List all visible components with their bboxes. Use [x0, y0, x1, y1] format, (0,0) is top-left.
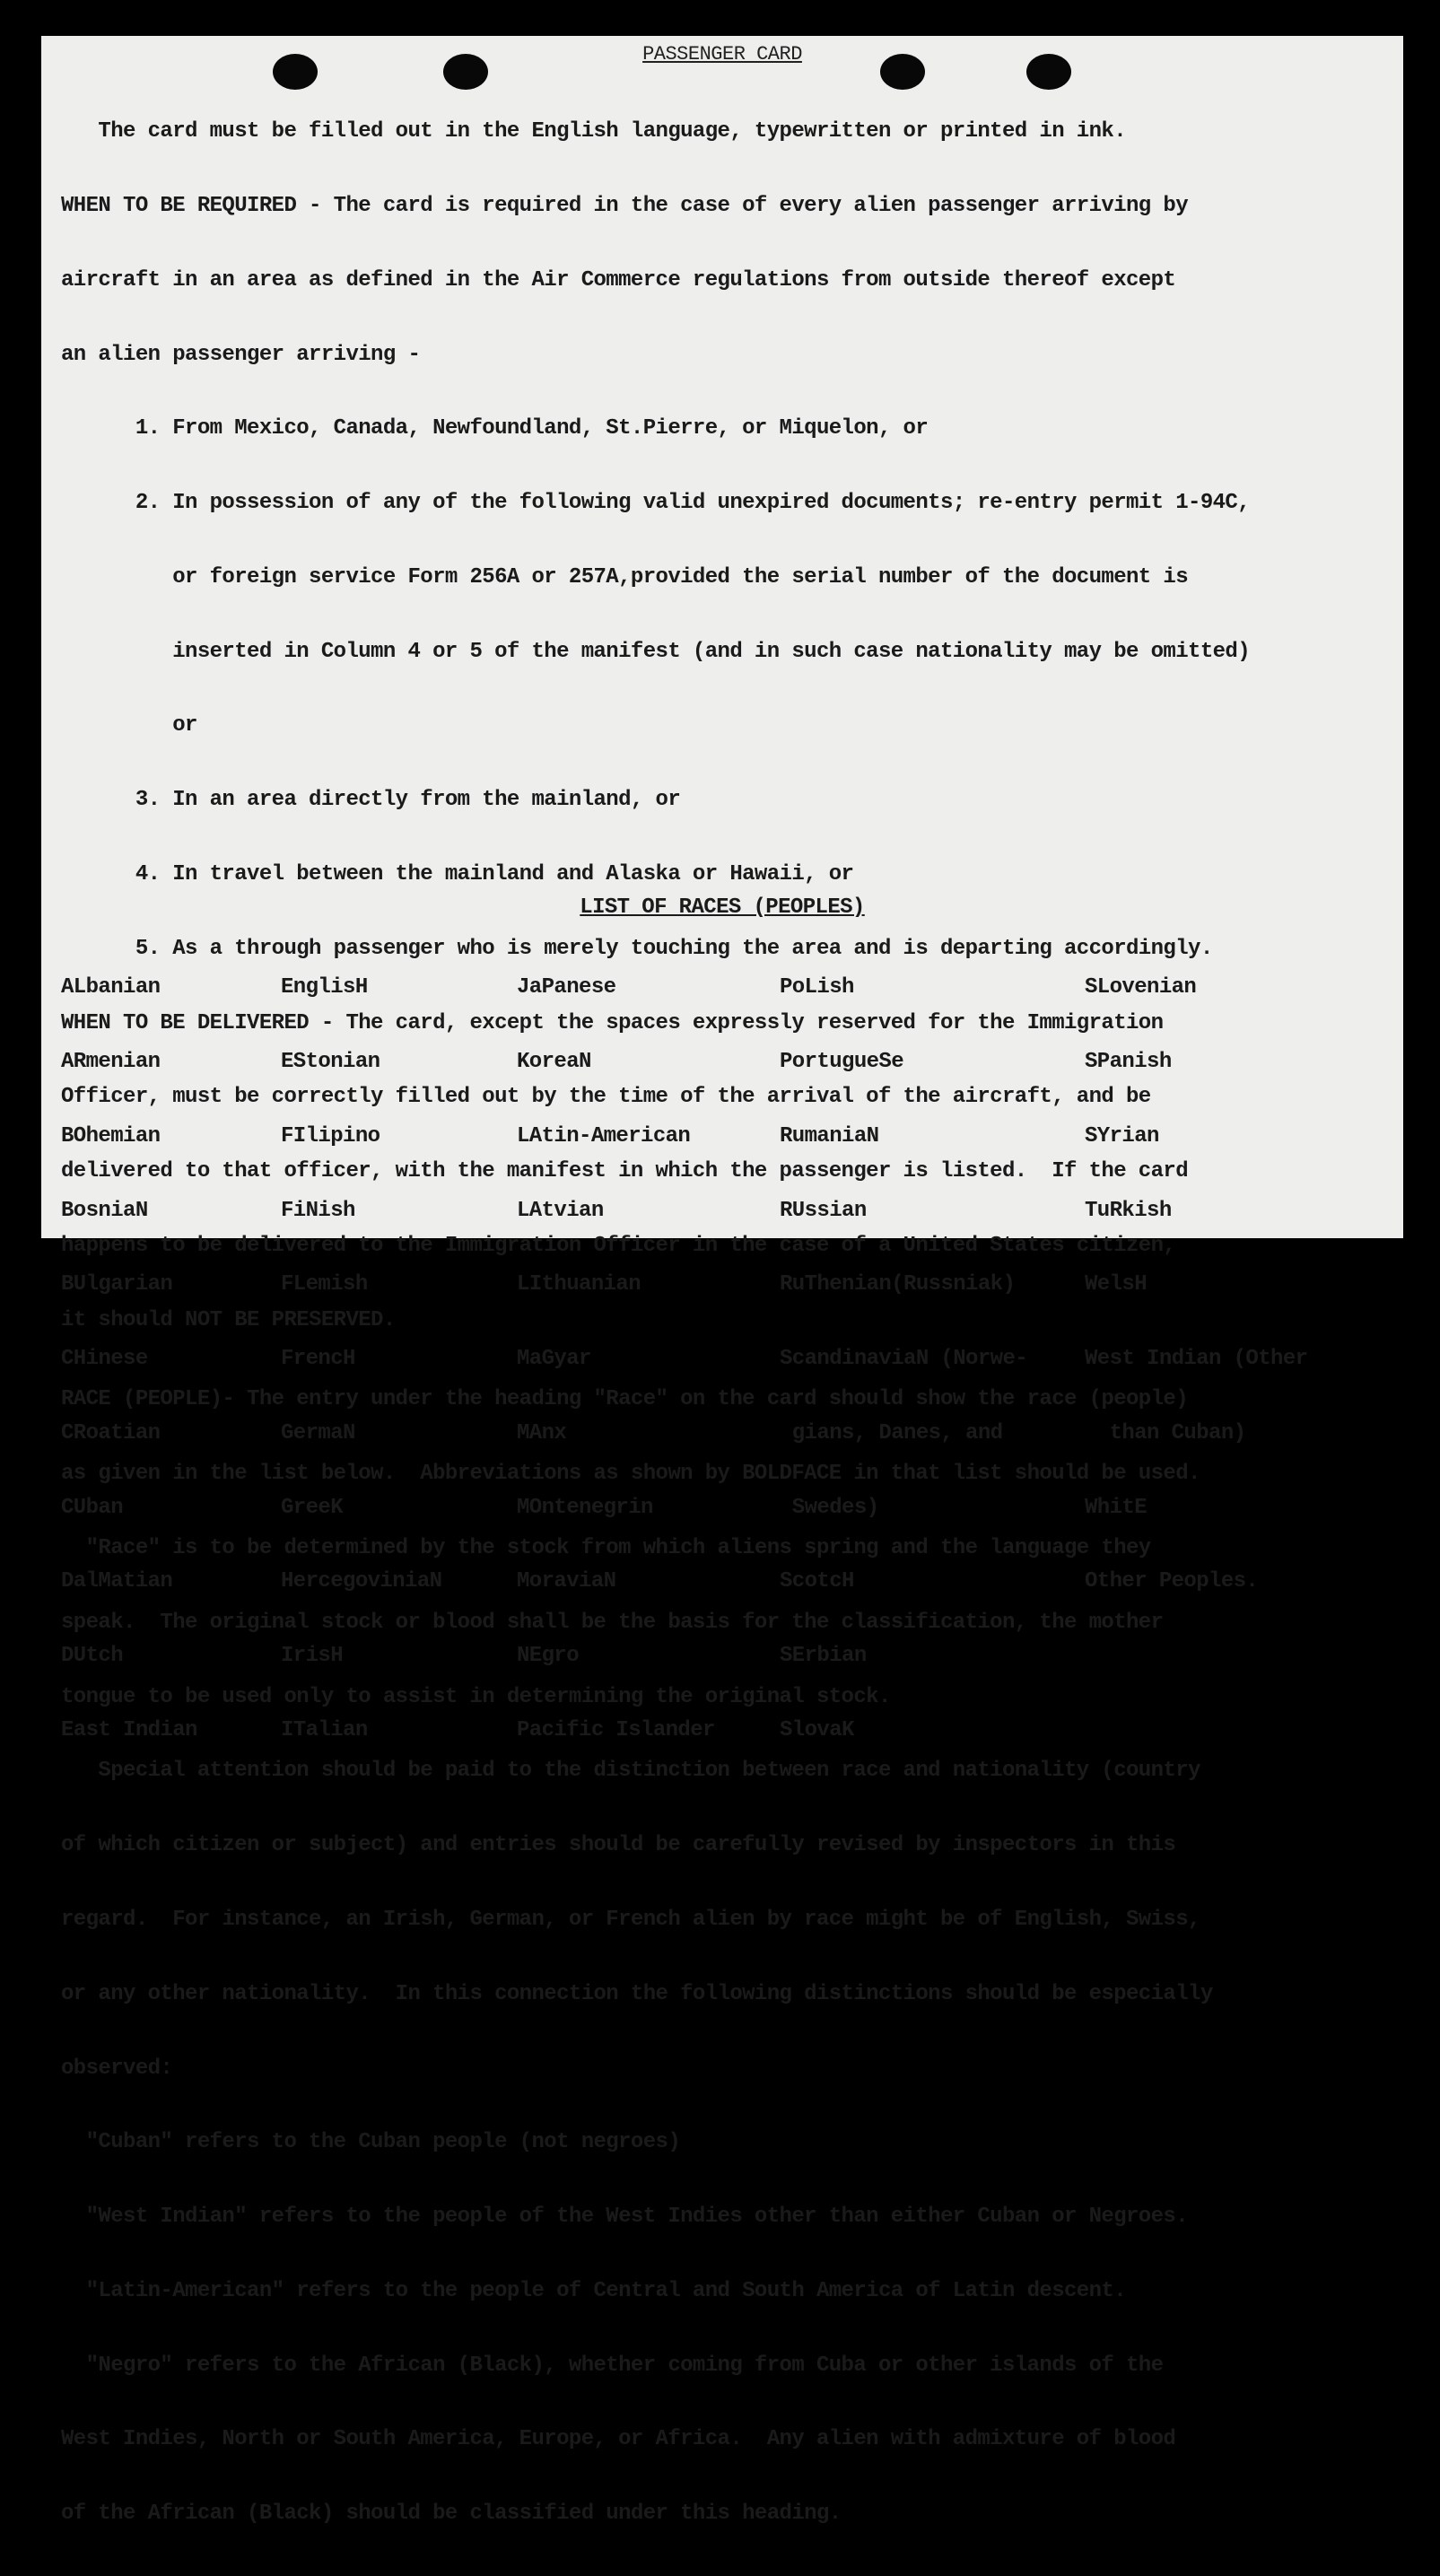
text-line: aircraft in an area as defined in the Air Commerce regulations from outside thereof except — [61, 267, 1176, 293]
text-line: "Race" is to be determined by the stock from which aliens spring and the language they — [61, 1536, 1151, 1561]
races-column-3 — [517, 926, 715, 1793]
race-item: GermaN — [281, 1420, 355, 1445]
text-line: 4. In travel between the mainland and Alaska or Hawaii, or — [61, 862, 854, 886]
race-item: RuThenian(Russniak) — [780, 1272, 1016, 1297]
race-item: GreeK — [281, 1495, 344, 1520]
race-item: ARmenian — [61, 1049, 161, 1074]
card-title: PASSENGER CARD — [642, 43, 802, 65]
race-item: West Indian (Other — [1085, 1347, 1308, 1372]
race-item: NEgro — [517, 1644, 580, 1669]
race-item: LIthuanian — [517, 1272, 641, 1297]
race-item: HercegoviniaN — [281, 1569, 442, 1594]
race-item: JaPanese — [517, 975, 616, 1000]
race-item: CHinese — [61, 1347, 148, 1372]
text-line: or any other nationality. In this connection the following distinctions should be especially — [61, 1981, 1213, 2006]
races-column-5 — [1085, 926, 1307, 1644]
text-line: "West Indian" refers to the people of the West Indies other than either Cuban or Negroes. — [61, 2205, 1189, 2230]
text-line: RACE (PEOPLE)- The entry under the heading "Race" on the card should show the race (people) — [61, 1387, 1189, 1412]
text-line: observed: — [61, 2056, 173, 2081]
race-item: EnglisH — [281, 975, 368, 1000]
race-item: DUtch — [61, 1644, 124, 1669]
race-item: FLemish — [281, 1272, 368, 1297]
race-item: SYrian — [1085, 1123, 1159, 1148]
race-item: CUban — [61, 1495, 124, 1520]
text-line: 1. From Mexico, Canada, Newfoundland, St.Pierre, or Miquelon, or — [61, 416, 929, 441]
race-item: Swedes) — [780, 1495, 879, 1520]
race-item: ScotcH — [780, 1569, 854, 1594]
race-item: PortugueSe — [780, 1049, 904, 1074]
text-line: inserted in Column 4 or 5 of the manifest (and in such case nationality may be omitted) — [61, 639, 1251, 664]
race-item: MAnx — [517, 1420, 567, 1445]
text-line: WHEN TO BE DELIVERED - The card, except the spaces expressly reserved for the Immigration — [61, 1010, 1164, 1035]
races-column-1 — [61, 926, 197, 1793]
race-item: FiNish — [281, 1198, 355, 1223]
race-item: EStonian — [281, 1049, 380, 1074]
race-item: BUlgarian — [61, 1272, 173, 1297]
text-line: as given in the list below. Abbreviations as shown by BOLDFACE in that list should be used. — [61, 1462, 1200, 1487]
race-item: RumaniaN — [780, 1123, 879, 1148]
text-line: The card must be filled out in the English language, typewritten or printed in ink. — [61, 119, 1127, 144]
text-line: regard. For instance, an Irish, German, or French alien by race might be of English, Swiss, — [61, 1907, 1200, 1932]
race-item: DalMatian — [61, 1569, 173, 1594]
text-line: WHEN TO BE REQUIRED - The card is required in the case of every alien passenger arriving by — [61, 193, 1189, 218]
text-line: it should NOT BE PRESERVED. — [61, 1307, 396, 1332]
race-item: KoreaN — [517, 1049, 591, 1074]
race-item: LAtin-American — [517, 1123, 691, 1148]
race-item: FrencH — [281, 1347, 355, 1372]
race-item: SErbian — [780, 1644, 867, 1669]
race-item: ScandinaviaN (Norwe- — [780, 1347, 1028, 1372]
text-line: 5. As a through passenger who is merely touching the area and is departing accordingly. — [61, 936, 1213, 961]
text-line: or — [61, 713, 197, 738]
race-item: RUssian — [780, 1198, 867, 1223]
race-item: SlovaK — [780, 1718, 854, 1742]
race-item: LAtvian — [517, 1198, 604, 1223]
race-item: MOntenegrin — [517, 1495, 653, 1520]
race-item: MaGyar — [517, 1347, 591, 1372]
text-line: "Latin-American" refers to the people of Central and South America of Latin descent. — [61, 2278, 1127, 2303]
race-item: MoraviaN — [517, 1569, 616, 1594]
text-line: of the African (Black) should be classified under this heading. — [61, 2502, 842, 2527]
race-item: TuRkish — [1085, 1198, 1172, 1223]
race-item: Other Peoples. — [1085, 1569, 1259, 1594]
race-item: BosniaN — [61, 1198, 148, 1223]
race-item: SLovenian — [1085, 975, 1197, 1000]
text-line: "Cuban" refers to the Cuban people (not negroes) — [61, 2130, 681, 2155]
text-line: tongue to be used only to assist in determining the original stock. — [61, 1684, 891, 1709]
race-item: BOhemian — [61, 1123, 161, 1148]
text-line: speak. The original stock or blood shall be the basis for the classification, the mother — [61, 1610, 1164, 1635]
race-item: PoLish — [780, 975, 854, 1000]
text-line: of which citizen or subject) and entries should be carefully revised by inspectors in this — [61, 1833, 1176, 1858]
text-line: "Negro" refers to the African (Black), whether coming from Cuba or other islands of the — [61, 2353, 1164, 2378]
text-line: an alien passenger arriving - — [61, 342, 421, 367]
race-item: ITalian — [281, 1718, 368, 1742]
race-item: ALbanian — [61, 975, 161, 1000]
text-line: Officer, must be correctly filled out by the time of the arrival of the aircraft, and be — [61, 1085, 1151, 1110]
text-line: Special attention should be paid to the distinction between race and nationality (country — [61, 1759, 1200, 1784]
race-item: WhitE — [1085, 1495, 1148, 1520]
list-of-races-heading: LIST OF RACES (PEOPLES) — [580, 895, 865, 920]
race-item: CRoatian — [61, 1420, 161, 1445]
race-item: than Cuban) — [1085, 1420, 1246, 1445]
text-line: 2. In possession of any of the following valid unexpired documents; re-entry permit 1-94C, — [61, 491, 1251, 516]
text-line: 3. In an area directly from the mainland, or — [61, 788, 681, 813]
race-item: SPanish — [1085, 1049, 1172, 1074]
text-line: delivered to that officer, with the manifest in which the passenger is listed. If the card — [61, 1159, 1189, 1184]
race-item: IrisH — [281, 1644, 344, 1669]
races-column-2 — [281, 926, 441, 1793]
race-item: WelsH — [1085, 1272, 1148, 1297]
text-line: happens to be delivered to the Immigration Officer in the case of a United States citizen, — [61, 1233, 1176, 1258]
race-item: gians, Danes, and — [780, 1420, 1003, 1445]
passenger-card — [41, 36, 1403, 2527]
races-column-4 — [780, 926, 1027, 1793]
race-item: East Indian — [61, 1718, 197, 1742]
text-line: West Indies, North or South America, Europe, or Africa. Any alien with admixture of blood — [61, 2427, 1176, 2452]
text-line: or foreign service Form 256A or 257A,provided the serial number of the document is — [61, 564, 1189, 589]
race-item: Pacific Islander — [517, 1718, 715, 1742]
race-item: FIlipino — [281, 1123, 380, 1148]
